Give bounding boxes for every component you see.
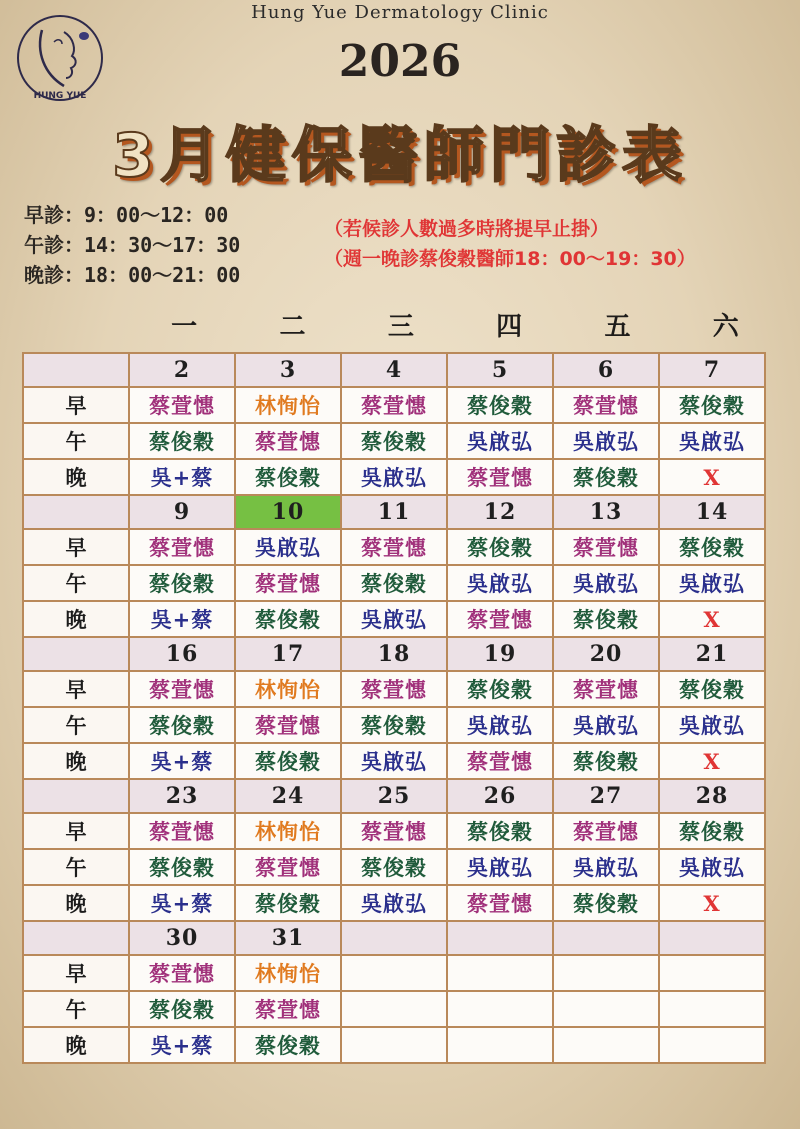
date-cell — [553, 921, 659, 955]
empty-cell — [447, 991, 553, 1027]
shift-label: 早 — [23, 529, 129, 565]
doctor-cell: 蔡萱憓 — [553, 813, 659, 849]
date-cell: 12 — [447, 495, 553, 529]
doctor-cell: 吳啟弘 — [235, 529, 341, 565]
closed-mark: X — [659, 885, 765, 921]
date-cell: 26 — [447, 779, 553, 813]
doctor-cell: 蔡俊穀 — [129, 423, 235, 459]
doctor-cell: 吳啟弘 — [447, 849, 553, 885]
doctor-cell: 蔡俊穀 — [659, 529, 765, 565]
date-cell — [447, 921, 553, 955]
shift-label: 午 — [23, 849, 129, 885]
empty-cell — [447, 1027, 553, 1063]
doctor-cell: 蔡萱憓 — [341, 813, 447, 849]
doctor-cell: 蔡俊穀 — [553, 459, 659, 495]
doctor-cell: 蔡俊穀 — [341, 565, 447, 601]
doctor-cell: 吳啟弘 — [553, 707, 659, 743]
shift-label: 晚 — [23, 601, 129, 637]
doctor-cell: 吳+蔡 — [129, 885, 235, 921]
date-cell: 9 — [129, 495, 235, 529]
date-cell: 3 — [235, 353, 341, 387]
shift-row — [23, 955, 765, 991]
doctor-cell: 吳+蔡 — [129, 743, 235, 779]
shift-row — [23, 707, 765, 743]
closed-mark: X — [659, 743, 765, 779]
shift-label: 早 — [23, 813, 129, 849]
empty-cell — [341, 1027, 447, 1063]
date-cell: 20 — [553, 637, 659, 671]
date-cell: 31 — [235, 921, 341, 955]
doctor-cell: 蔡俊穀 — [235, 1027, 341, 1063]
doctor-cell: 蔡俊穀 — [235, 601, 341, 637]
doctor-cell: 蔡俊穀 — [659, 387, 765, 423]
date-cell-highlighted: 10 — [235, 495, 341, 529]
doctor-cell: 吳啟弘 — [341, 459, 447, 495]
shift-label: 晚 — [23, 743, 129, 779]
shift-label: 午 — [23, 991, 129, 1027]
shift-row — [23, 565, 765, 601]
date-row-label — [23, 637, 129, 671]
date-cell: 17 — [235, 637, 341, 671]
doctor-cell: 蔡萱憓 — [341, 387, 447, 423]
date-row-label — [23, 353, 129, 387]
empty-cell — [659, 1027, 765, 1063]
doctor-cell: 吳啟弘 — [447, 565, 553, 601]
closed-mark: X — [659, 459, 765, 495]
weekday-fri: 五 — [604, 312, 631, 342]
empty-cell — [553, 955, 659, 991]
date-cell: 16 — [129, 637, 235, 671]
doctor-cell: 蔡俊穀 — [235, 459, 341, 495]
doctor-cell: 蔡俊穀 — [129, 707, 235, 743]
doctor-cell: 吳啟弘 — [659, 423, 765, 459]
empty-cell — [341, 955, 447, 991]
doctor-cell: 蔡俊穀 — [553, 601, 659, 637]
early-close-note: （若候診人數過多時將提早止掛） — [324, 218, 610, 240]
date-cell: 27 — [553, 779, 659, 813]
doctor-cell: 蔡俊穀 — [447, 529, 553, 565]
schedule-notes — [324, 214, 696, 274]
empty-cell — [553, 1027, 659, 1063]
monday-evening-note: （週一晚診蔡俊穀醫師18：00～19：30） — [324, 248, 696, 270]
shift-row — [23, 849, 765, 885]
weekday-tue: 二 — [279, 312, 306, 342]
doctor-cell: 吳啟弘 — [659, 849, 765, 885]
date-cell: 2 — [129, 353, 235, 387]
doctor-cell: 蔡萱憓 — [129, 529, 235, 565]
doctor-cell: 林恂怡 — [235, 387, 341, 423]
doctor-cell: 吳+蔡 — [129, 601, 235, 637]
date-cell: 14 — [659, 495, 765, 529]
logo-text: HUNG YUE — [33, 91, 87, 101]
weekday-mon: 一 — [171, 312, 198, 342]
date-cell: 21 — [659, 637, 765, 671]
doctor-cell: 蔡萱憓 — [341, 671, 447, 707]
shift-label: 早 — [23, 955, 129, 991]
shift-label: 晚 — [23, 459, 129, 495]
clinic-name: Hung Yue Dermatology Clinic — [251, 2, 549, 23]
date-cell: 6 — [553, 353, 659, 387]
afternoon-hours: 午診：14：30～17：30 — [24, 233, 241, 257]
date-cell: 5 — [447, 353, 553, 387]
doctor-cell: 林恂怡 — [235, 813, 341, 849]
doctor-cell: 蔡俊穀 — [447, 671, 553, 707]
doctor-cell: 蔡萱憓 — [553, 529, 659, 565]
doctor-cell: 蔡萱憓 — [553, 671, 659, 707]
shift-label: 晚 — [23, 885, 129, 921]
date-row — [23, 353, 765, 387]
doctor-cell: 吳啟弘 — [553, 849, 659, 885]
shift-label: 早 — [23, 671, 129, 707]
empty-cell — [659, 955, 765, 991]
doctor-cell: 蔡俊穀 — [553, 885, 659, 921]
doctor-cell: 吳啟弘 — [447, 707, 553, 743]
doctor-cell: 蔡萱憓 — [129, 671, 235, 707]
doctor-cell: 林恂怡 — [235, 671, 341, 707]
shift-label: 晚 — [23, 1027, 129, 1063]
shift-label: 午 — [23, 707, 129, 743]
doctor-cell: 吳+蔡 — [129, 459, 235, 495]
date-cell: 18 — [341, 637, 447, 671]
doctor-cell: 蔡俊穀 — [447, 387, 553, 423]
date-cell — [659, 921, 765, 955]
doctor-cell: 吳啟弘 — [659, 707, 765, 743]
doctor-cell: 蔡萱憓 — [235, 423, 341, 459]
date-row — [23, 921, 765, 955]
weekday-thu: 四 — [496, 312, 523, 342]
doctor-cell: 蔡俊穀 — [341, 423, 447, 459]
doctor-cell: 吳啟弘 — [553, 423, 659, 459]
doctor-cell: 蔡萱憓 — [129, 387, 235, 423]
doctor-cell: 蔡萱憓 — [235, 849, 341, 885]
date-cell: 13 — [553, 495, 659, 529]
doctor-cell: 蔡萱憓 — [235, 565, 341, 601]
shift-row — [23, 387, 765, 423]
doctor-cell: 蔡萱憓 — [447, 459, 553, 495]
schedule-title: 3月健保醫師門診表 — [112, 121, 688, 191]
shift-row — [23, 671, 765, 707]
schedule-year: 2026 — [338, 36, 462, 87]
doctor-cell: 吳啟弘 — [659, 565, 765, 601]
weekday-sat: 六 — [712, 312, 739, 342]
doctor-cell: 吳+蔡 — [129, 1027, 235, 1063]
doctor-cell: 蔡俊穀 — [235, 743, 341, 779]
schedule-table — [22, 352, 766, 1064]
shift-row — [23, 423, 765, 459]
doctor-cell: 林恂怡 — [235, 955, 341, 991]
empty-cell — [553, 991, 659, 1027]
doctor-cell: 蔡俊穀 — [447, 813, 553, 849]
morning-hours: 早診：9：00～12：00 — [24, 203, 229, 227]
shift-label: 早 — [23, 387, 129, 423]
doctor-cell: 蔡俊穀 — [553, 743, 659, 779]
date-row-label — [23, 495, 129, 529]
date-cell: 24 — [235, 779, 341, 813]
doctor-cell: 吳啟弘 — [553, 565, 659, 601]
doctor-cell: 吳啟弘 — [341, 743, 447, 779]
shift-label: 午 — [23, 423, 129, 459]
clinic-hours — [24, 200, 240, 290]
doctor-cell: 吳啟弘 — [341, 885, 447, 921]
date-row — [23, 779, 765, 813]
doctor-cell: 蔡萱憓 — [129, 813, 235, 849]
shift-row — [23, 1027, 765, 1063]
doctor-cell: 蔡萱憓 — [235, 707, 341, 743]
shift-row — [23, 885, 765, 921]
doctor-cell: 蔡俊穀 — [129, 991, 235, 1027]
date-cell: 4 — [341, 353, 447, 387]
evening-hours: 晚診：18：00～21：00 — [24, 263, 241, 287]
empty-cell — [341, 991, 447, 1027]
shift-row — [23, 459, 765, 495]
doctor-cell: 吳啟弘 — [341, 601, 447, 637]
doctor-cell: 蔡萱憓 — [129, 955, 235, 991]
doctor-cell: 吳啟弘 — [447, 423, 553, 459]
date-row-label — [23, 921, 129, 955]
closed-mark: X — [659, 601, 765, 637]
doctor-cell: 蔡萱憓 — [341, 529, 447, 565]
date-row-label — [23, 779, 129, 813]
doctor-cell: 蔡俊穀 — [129, 565, 235, 601]
doctor-cell: 蔡萱憓 — [447, 885, 553, 921]
date-row — [23, 637, 765, 671]
weekday-wed: 三 — [387, 312, 414, 342]
shift-row — [23, 529, 765, 565]
doctor-cell: 蔡俊穀 — [129, 849, 235, 885]
weekday-header — [130, 306, 780, 342]
date-cell: 7 — [659, 353, 765, 387]
doctor-cell: 蔡俊穀 — [659, 813, 765, 849]
doctor-cell: 蔡俊穀 — [659, 671, 765, 707]
date-row — [23, 495, 765, 529]
shift-label: 午 — [23, 565, 129, 601]
doctor-cell: 蔡萱憓 — [235, 991, 341, 1027]
shift-row — [23, 743, 765, 779]
date-cell: 25 — [341, 779, 447, 813]
doctor-cell: 蔡俊穀 — [235, 885, 341, 921]
date-cell: 23 — [129, 779, 235, 813]
date-cell: 30 — [129, 921, 235, 955]
doctor-cell: 蔡萱憓 — [447, 601, 553, 637]
doctor-cell: 蔡萱憓 — [447, 743, 553, 779]
date-cell: 28 — [659, 779, 765, 813]
shift-row — [23, 991, 765, 1027]
doctor-cell: 蔡俊穀 — [341, 849, 447, 885]
date-cell: 11 — [341, 495, 447, 529]
date-cell — [341, 921, 447, 955]
doctor-cell: 蔡俊穀 — [341, 707, 447, 743]
empty-cell — [659, 991, 765, 1027]
empty-cell — [447, 955, 553, 991]
shift-row — [23, 601, 765, 637]
date-cell: 19 — [447, 637, 553, 671]
doctor-cell: 蔡萱憓 — [553, 387, 659, 423]
shift-row — [23, 813, 765, 849]
